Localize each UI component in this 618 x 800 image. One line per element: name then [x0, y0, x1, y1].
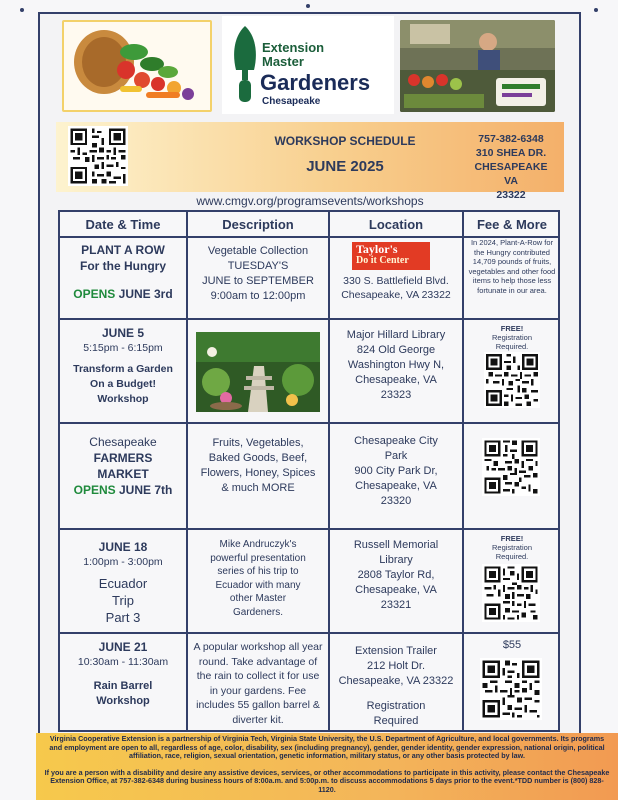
- description-line: Ecuador with many: [215, 579, 301, 591]
- event-title: Part 3: [105, 610, 141, 625]
- fee-price: $55: [502, 639, 522, 651]
- location-line: Chesapeake City: [354, 435, 438, 447]
- description-line: JUNE to SEPTEMBER: [202, 275, 314, 287]
- description-line: in your gardens. Fee: [209, 684, 307, 697]
- event-title: FARMERS: [93, 451, 153, 465]
- location-line: 23320: [380, 495, 412, 507]
- contact-zip: 23322: [496, 189, 526, 201]
- row-divider: [60, 632, 558, 634]
- location-line: Extension Trailer: [355, 645, 437, 657]
- event-subtitle: For the Hungry: [80, 259, 166, 273]
- opens-date: [60, 286, 186, 302]
- required-label: Required: [373, 715, 419, 727]
- schedule-table: [58, 210, 560, 732]
- location-line: 330 S. Battlefield Blvd.: [343, 275, 449, 287]
- registration-label: Registration: [366, 700, 426, 712]
- extension-master-gardeners-logo: [222, 16, 394, 114]
- plant-a-row-fee-note: In 2024, Plant-A-Row for the Hungry contributed 14,709 pounds of fruits, vegetables and other food items to help those less fortunate in our area.: [468, 238, 556, 295]
- event-title: Trip: [112, 593, 134, 608]
- location-line: Russell Memorial: [353, 539, 439, 551]
- qr-code-icon[interactable]: [68, 126, 128, 186]
- event-title: Workshop: [96, 695, 150, 707]
- trowel-icon: [230, 24, 260, 104]
- table-row-june-18-location: [330, 538, 462, 613]
- table-row-june-21-description: [188, 640, 328, 727]
- description-line: powerful presentation: [210, 552, 306, 564]
- column-header-description: Description: [222, 216, 294, 232]
- column-header-location: Location: [368, 216, 424, 232]
- table-row-plant-a-row-description: [188, 244, 328, 304]
- fee-registration: Registration: [491, 333, 533, 342]
- location-line: Chesapeake, VA: [355, 480, 437, 492]
- description-line: Gardeners.: [232, 606, 284, 618]
- nondiscrimination-footer: [36, 733, 618, 800]
- table-row-plant-a-row-date: [60, 242, 186, 302]
- workshop-schedule-title: WORKSHOP SCHEDULE: [274, 134, 416, 148]
- table-row-june-18-date: [60, 540, 186, 626]
- location-line: 23321: [380, 599, 412, 611]
- location-line: Chesapeake, VA 23322: [341, 289, 451, 301]
- location-line: Washington Hwy N,: [347, 359, 445, 371]
- event-title: Chesapeake: [89, 435, 157, 449]
- farmers-market-photo: [400, 20, 555, 112]
- description-line: other Master: [229, 593, 287, 604]
- footer-accommodations-statement: If you are a person with a disability and desire any assistive devices, services, or other accommodations to participate in this activity, please contact the Chesapeake Extension Office, at 757-382-6348 during business hours of 8:00a.m. and 5:00p.m. to discuss accommodations 5 days prior to the event.*TDD number is (800) 828-1120.: [44, 767, 610, 794]
- fee-required: Required.: [495, 342, 529, 351]
- column-divider: [462, 212, 464, 730]
- event-date: JUNE 18: [98, 540, 148, 554]
- location-line: 824 Old George: [356, 344, 436, 356]
- logo-text-do-it-center: Do it Center: [356, 255, 409, 266]
- column-header-date-time: Date & Time: [85, 216, 161, 232]
- website-link[interactable]: www.cmgv.org/programsevents/workshops: [196, 194, 424, 208]
- location-line: Park: [384, 450, 408, 462]
- location-line: Chesapeake, VA: [355, 374, 437, 386]
- opens-date: [60, 482, 186, 498]
- description-line: diverter kit.: [232, 713, 284, 726]
- opens-label: OPENS: [73, 483, 116, 497]
- event-title: Transform a Garden: [73, 363, 173, 375]
- description-line: series of his trip to: [217, 566, 299, 577]
- taylors-do-it-center-logo: [352, 242, 430, 270]
- description-line: Flowers, Honey, Spices: [200, 467, 316, 479]
- description-line: TUESDAY'S: [227, 260, 289, 272]
- table-row-june-21-location: [330, 644, 462, 729]
- opens-date-value: JUNE 3rd: [118, 287, 173, 301]
- table-row-june-18-description: [188, 538, 328, 619]
- table-row-june-5-fee: [464, 324, 560, 351]
- contact-city: CHESAPEAKE VA: [474, 161, 548, 187]
- table-row-farmers-market-location: [330, 434, 462, 509]
- logo-text-extension: Extension: [262, 40, 325, 55]
- garden-path-photo: [188, 332, 328, 416]
- fee-registration: Registration: [491, 543, 533, 552]
- fee-free: FREE!: [500, 534, 524, 543]
- table-row-june-5-date: [60, 326, 186, 407]
- column-header-fee-more: Fee & More: [476, 216, 548, 232]
- location-line: Major Hillard Library: [346, 329, 446, 341]
- table-row-farmers-market-description: [188, 436, 328, 496]
- qr-code-icon[interactable]: [482, 438, 540, 496]
- description-line: round. Take advantage of: [198, 655, 318, 668]
- qr-code-icon[interactable]: [480, 658, 542, 720]
- event-title: MARKET: [97, 467, 149, 481]
- description-line: Fruits, Vegetables,: [212, 437, 304, 449]
- location-line: Library: [379, 554, 413, 566]
- table-row-june-18-fee: [464, 534, 560, 561]
- logo-text-chesapeake: Chesapeake: [262, 96, 321, 107]
- event-title: On a Budget!: [90, 378, 156, 390]
- fee-free: FREE!: [500, 324, 524, 333]
- row-divider: [60, 422, 558, 424]
- event-title: Ecuador: [98, 576, 148, 591]
- event-time: 1:00pm - 3:00pm: [83, 556, 163, 568]
- event-title: Workshop: [97, 393, 149, 405]
- frame-ornament: [306, 4, 310, 8]
- event-date: JUNE 21: [98, 640, 148, 654]
- table-row-plant-a-row-location: [330, 242, 462, 302]
- description-line: 9:00am to 12:00pm: [210, 290, 306, 302]
- row-divider: [60, 318, 558, 320]
- location-line: 212 Holt Dr.: [366, 660, 426, 672]
- footer-partnership-statement: Virginia Cooperative Extension is a partnership of Virginia Tech, Virginia State University, the U.S. Department of Agriculture, and local governments. Its programs and employment are open to all, regardless of age, color, disability, sex (including pregnancy), gender, gender identity, gender expression, national origin, political affiliation, race, religion, sexual orientation, genetic information, military status, or any other basis protected by law.: [49, 734, 605, 761]
- logo-text-gardeners: Gardeners: [260, 70, 371, 95]
- schedule-month: JUNE 2025: [306, 158, 384, 175]
- location-line: Chesapeake, VA: [355, 584, 437, 596]
- location-line: 2808 Taylor Rd,: [357, 569, 435, 581]
- opens-label: OPENS: [73, 287, 116, 301]
- event-time: 5:15pm - 6:15pm: [83, 342, 163, 354]
- contact-info: [468, 132, 554, 202]
- qr-code-icon[interactable]: [482, 564, 540, 622]
- fee-required: Required.: [495, 552, 529, 561]
- location-line: Chesapeake, VA 23322: [338, 675, 454, 687]
- table-row-june-5-location: [330, 328, 462, 403]
- table-row-farmers-market-date: [60, 434, 186, 498]
- location-line: 900 City Park Dr,: [354, 465, 438, 477]
- contact-phone: 757-382-6348: [478, 133, 544, 145]
- logo-text-master: Master: [262, 54, 304, 69]
- description-line: Mike Andruczyk's: [219, 539, 297, 550]
- event-title: Rain Barrel: [93, 680, 153, 692]
- contact-street: 310 SHEA DR.: [475, 147, 547, 159]
- description-line: & much MORE: [221, 482, 295, 494]
- event-date: JUNE 5: [101, 326, 145, 340]
- row-divider: [60, 528, 558, 530]
- location-line: 23323: [380, 389, 412, 401]
- description-line: A popular workshop all year: [193, 641, 323, 653]
- description-line: the rain to collect it for use: [196, 670, 320, 682]
- opens-date-value: JUNE 7th: [119, 483, 173, 497]
- description-line: Vegetable Collection: [207, 245, 309, 257]
- description-line: Baked Goods, Beef,: [208, 452, 308, 464]
- qr-code-icon[interactable]: [484, 352, 540, 408]
- logo-text-taylors: Taylor's: [356, 242, 398, 256]
- frame-ornament: [20, 8, 24, 12]
- description-line: includes 55 gallon barrel &: [196, 699, 320, 711]
- frame-ornament: [594, 8, 598, 12]
- event-time: 10:30am - 11:30am: [77, 656, 169, 668]
- table-row-june-21-date: [60, 640, 186, 709]
- event-title: PLANT A ROW: [81, 243, 165, 257]
- vegetable-basket-photo: [62, 20, 212, 112]
